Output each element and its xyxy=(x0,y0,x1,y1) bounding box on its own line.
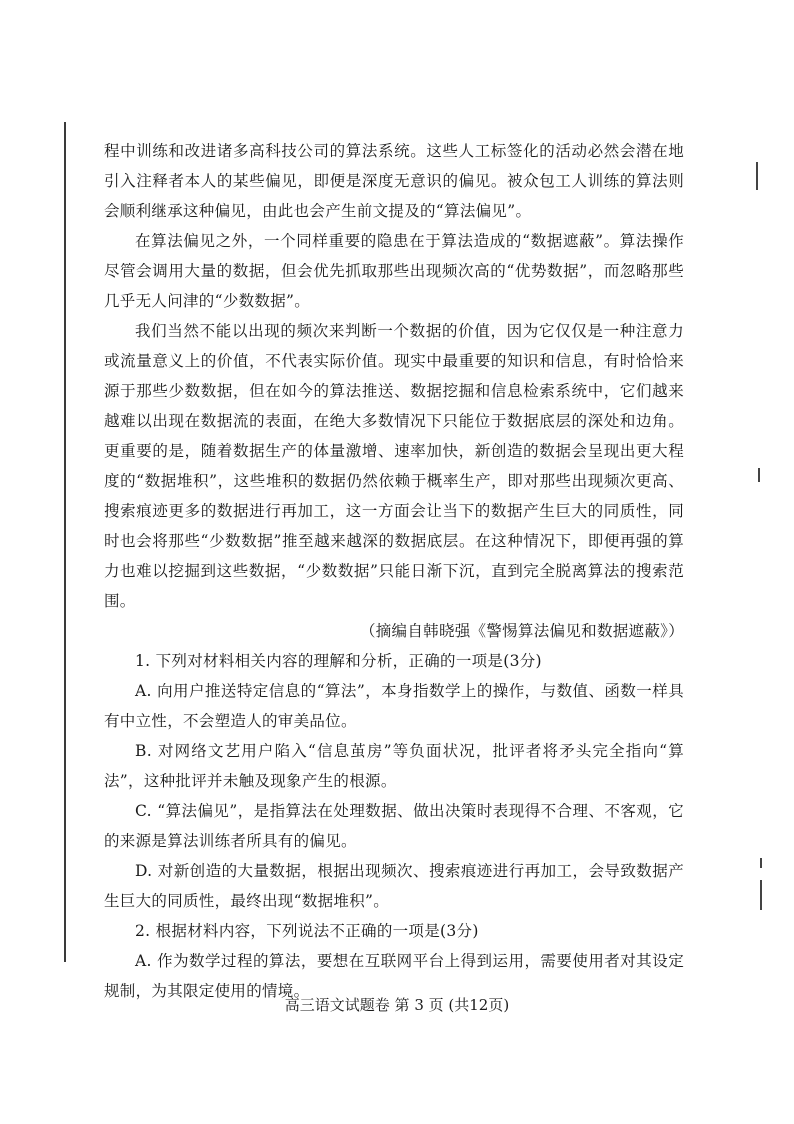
exam-content xyxy=(104,136,684,1006)
binding-line xyxy=(64,122,66,962)
page-footer: 高三语文试题卷 第 3 页 (共12页) xyxy=(284,996,510,1014)
margin-mark xyxy=(760,880,762,910)
margin-mark xyxy=(756,162,758,190)
question-stem: 1. 下列对材料相关内容的理解和分析，正确的一项是(3分) xyxy=(135,652,542,670)
passage-paragraph: 在算法偏见之外，一个同样重要的隐患在于算法造成的“数据遮蔽”。算法操作尽管会调用大量的数据，但会优先抓取那些出现频次高的“优势数据”，而忽略那些几乎无人问津的“少数数据”。 xyxy=(104,232,684,310)
margin-mark xyxy=(760,858,762,868)
passage-paragraph: 我们当然不能以出现的频次来判断一个数据的价值，因为它仅仅是一种注意力或流量意义上的价值，不代表实际价值。现实中最重要的知识和信息，有时恰恰来源于那些少数数据，但在如今的算法推送、数据挖掘和信息检索系统中，它们越来越难以出现在数据流的表面，在绝大多数情况下只能位于数据底层的深处和边角。更重要的是，随着数据生产的体量激增、速率加快，新创造的数据会呈现出更大程度的“数据堆积”，这些堆积的数据仍然依赖于概率生产，即对那些出现频次更高、搜索痕迹更多的数据进行再加工，这一方面会让当下的数据产生巨大的同质性，同时也会将那些“少数数据”推至越来越深的数据底层。在这种情况下，即便再强的算力也难以挖掘到这些数据，“少数数据”只能日渐下沉，直到完全脱离算法的搜索范围。 xyxy=(104,322,684,610)
passage-paragraph: 程中训练和改进诸多高科技公司的算法系统。这些人工标签化的活动必然会潜在地引入注释者本人的某些偏见，即便是深度无意识的偏见。被众包工人训练的算法则会顺利继承这种偏见，由此也会产生前文提及的“算法偏见”。 xyxy=(104,142,684,220)
question-option: B. 对网络文艺用户陷入“信息茧房”等负面状况，批评者将矛头完全指向“算法”，这种批评并未触及现象产生的根源。 xyxy=(104,742,684,790)
question-option: C. “算法偏见”，是指算法在处理数据、做出决策时表现得不合理、不客观，它的来源是算法训练者所具有的偏见。 xyxy=(104,802,684,850)
question-option: A. 作为数学过程的算法，要想在互联网平台上得到运用，需要使用者对其设定规制，为其限定使用的情境。 xyxy=(104,952,684,1000)
question-option: D. 对新创造的大量数据，根据出现频次、搜索痕迹进行再加工，会导致数据产生巨大的同质性，最终出现“数据堆积”。 xyxy=(104,862,684,910)
margin-mark xyxy=(758,468,760,482)
question-option: A. 向用户推送特定信息的“算法”，本身指数学上的操作，与数值、函数一样具有中立性，不会塑造人的审美品位。 xyxy=(104,682,684,730)
question-stem: 2. 根据材料内容，下列说法不正确的一项是(3分) xyxy=(135,922,479,940)
passage-source: （摘编自韩晓强《警惕算法偏见和数据遮蔽》） xyxy=(359,622,684,640)
